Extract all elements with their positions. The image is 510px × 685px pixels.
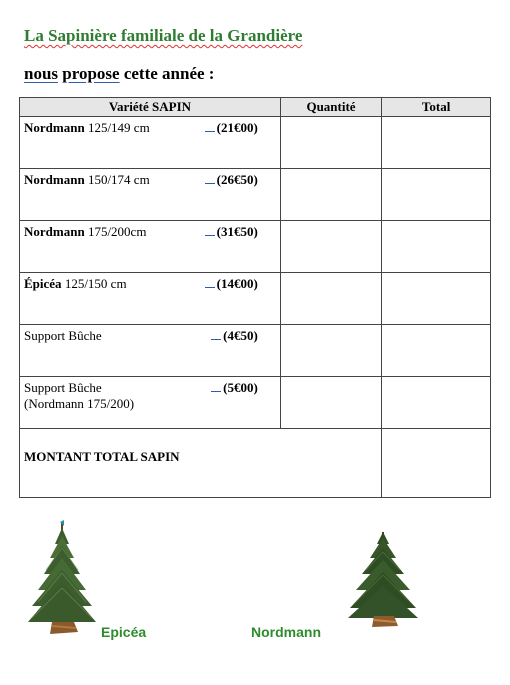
variety-price: (5€00) xyxy=(223,380,258,395)
subtitle-rest: cette année : xyxy=(123,64,215,83)
column-header-variety: Variété SAPIN xyxy=(20,98,281,117)
total-cell[interactable] xyxy=(382,117,491,169)
variety-cell xyxy=(20,117,281,169)
page-subtitle xyxy=(24,64,214,84)
quantity-cell[interactable] xyxy=(280,273,381,325)
fir-tree-icon xyxy=(344,530,422,630)
total-cell[interactable] xyxy=(382,169,491,221)
quantity-cell[interactable] xyxy=(280,169,381,221)
variety-cell xyxy=(20,169,281,221)
table-row xyxy=(20,117,491,169)
caption-epicea: Epicéa xyxy=(101,624,147,640)
total-cell[interactable] xyxy=(382,325,491,377)
quantity-cell[interactable] xyxy=(280,377,381,429)
quantity-cell[interactable] xyxy=(280,325,381,377)
variety-size: 175/200cm xyxy=(84,224,147,239)
spruce-tree-icon xyxy=(22,518,104,640)
total-cell[interactable] xyxy=(382,273,491,325)
table-row xyxy=(20,273,491,325)
variety-name: Nordmann xyxy=(24,172,85,187)
page-title: La Sapinière familiale de la Grandière xyxy=(24,26,303,45)
variety-cell xyxy=(20,325,281,377)
subtitle-word-propose: propose xyxy=(62,64,120,83)
order-table xyxy=(19,97,491,498)
table-row xyxy=(20,377,491,429)
caption-nordmann: Nordmann xyxy=(251,624,321,640)
variety-price: (31€50) xyxy=(216,224,258,239)
variety-cell xyxy=(20,221,281,273)
table-row xyxy=(20,169,491,221)
variety-name: Épicéa xyxy=(24,276,62,291)
variety-price: (21€00) xyxy=(216,120,258,135)
grand-total-cell[interactable] xyxy=(382,429,491,498)
variety-size: 125/149 cm xyxy=(84,120,150,135)
column-header-total: Total xyxy=(382,98,491,117)
variety-price: (14€00) xyxy=(216,276,258,291)
table-header-row xyxy=(20,98,491,117)
variety-cell xyxy=(20,273,281,325)
variety-name: Support Bûche xyxy=(24,328,102,343)
total-label: MONTANT TOTAL SAPIN xyxy=(20,429,382,498)
table-row xyxy=(20,325,491,377)
variety-price: (4€50) xyxy=(223,328,258,343)
subtitle-word-nous: nous xyxy=(24,64,59,83)
column-header-quantity: Quantité xyxy=(280,98,381,117)
variety-size: 150/174 cm xyxy=(84,172,150,187)
quantity-cell[interactable] xyxy=(280,221,381,273)
quantity-cell[interactable] xyxy=(280,117,381,169)
total-cell[interactable] xyxy=(382,377,491,429)
table-row xyxy=(20,221,491,273)
variety-name: Support Bûche xyxy=(24,380,102,395)
variety-name: Nordmann xyxy=(24,224,85,239)
table-total-row xyxy=(20,429,491,498)
total-cell[interactable] xyxy=(382,221,491,273)
variety-size: 125/150 cm xyxy=(61,276,127,291)
variety-price: (26€50) xyxy=(216,172,258,187)
variety-note: (Nordmann 175/200) xyxy=(24,396,135,411)
variety-cell xyxy=(20,377,281,429)
variety-name: Nordmann xyxy=(24,120,85,135)
